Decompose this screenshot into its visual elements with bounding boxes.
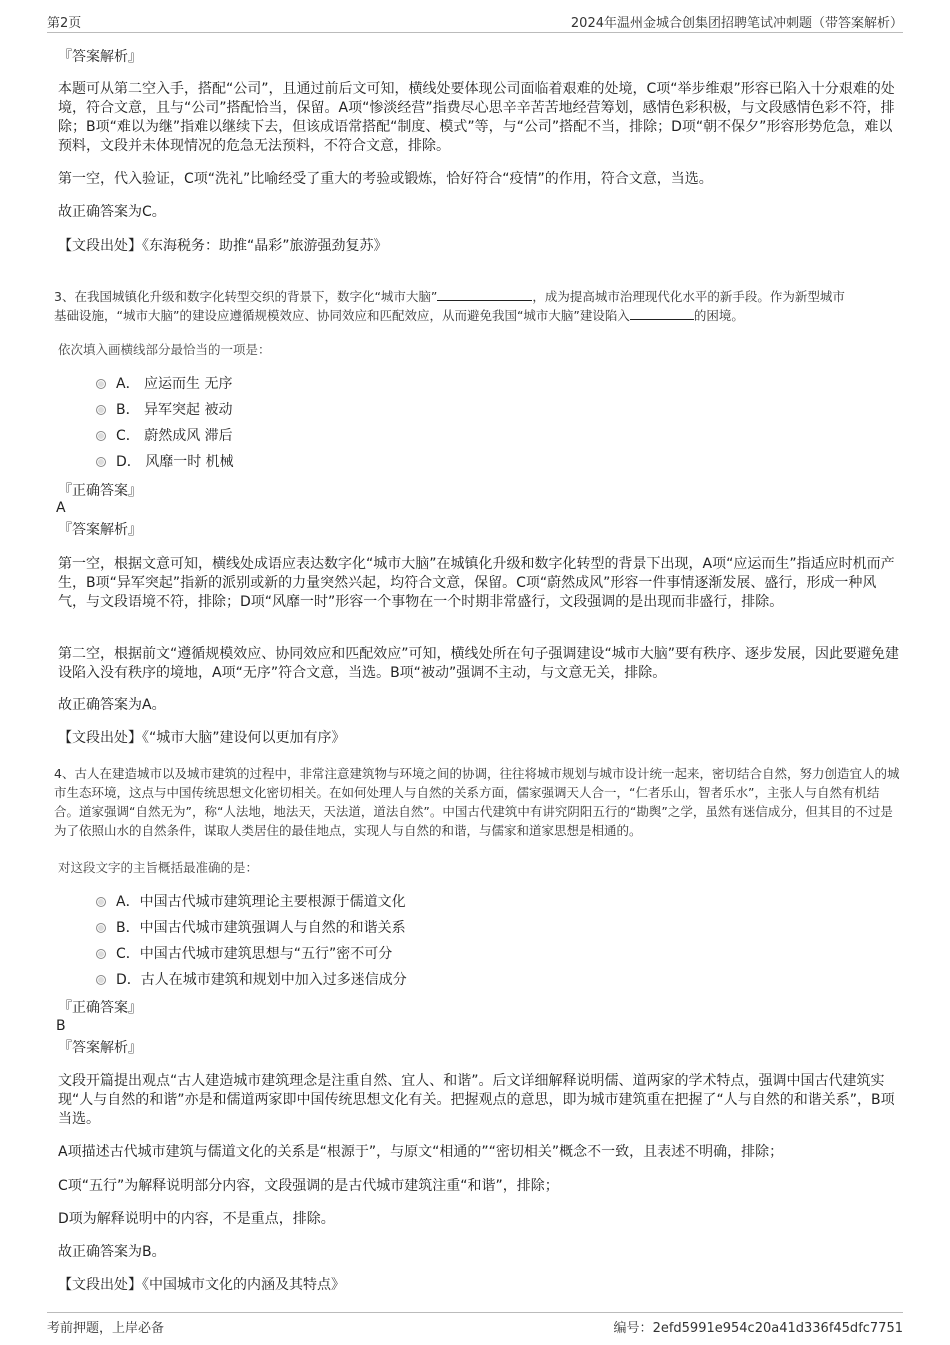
q4-analysis-paragraph-4: D项为解释说明中的内容，不是重点，排除。 xyxy=(58,1211,335,1227)
q3-blank-2 xyxy=(630,307,694,320)
q3-prompt: 依次填入画横线部分最恰当的一项是： xyxy=(58,342,271,357)
page-footer xyxy=(47,1312,903,1335)
radio-icon[interactable] xyxy=(96,975,106,985)
q3-stem: 3、在我国城镇化升级和数字化转型交织的背景下，数字化“城市大脑” ，成为提高城市治理现代化水平的新手段。作为新型城市 基础设施，“城市大脑”的建设应遵循规模效应、协同效应和匹配效应，从而避免我国“城市大脑”建设陷入 的困境。 xyxy=(54,289,845,323)
q4-option-d[interactable]: D．古人在城市建筑和规划中加入过多迷信成分 xyxy=(96,971,407,990)
q3-option-c[interactable]: C． 蔚然成风 滞后 xyxy=(96,427,233,446)
q4-option-b[interactable]: B．中国古代城市建筑强调人与自然的和谐关系 xyxy=(96,919,406,938)
radio-icon[interactable] xyxy=(96,405,106,415)
q4-analysis-paragraph-2: A项描述古代城市建筑与儒道文化的关系是“根源于”，与原文“相通的”“密切相关”概念不一致，且表述不明确，排除； xyxy=(58,1144,784,1160)
radio-icon[interactable] xyxy=(96,897,106,907)
q2-analysis-label: 『答案解析』 xyxy=(58,49,142,65)
q4-analysis-paragraph-3: C项“五行”为解释说明部分内容，文段强调的是古代城市建筑注重“和谐”，排除； xyxy=(58,1178,559,1194)
footer-slogan: 考前押题，上岸必备 xyxy=(47,1321,165,1336)
q4-option-c[interactable]: C．中国古代城市建筑思想与“五行”密不可分 xyxy=(96,945,392,964)
q2-source: 【文段出处】《东海税务：助推“晶彩”旅游强劲复苏》 xyxy=(58,238,388,254)
page-number: 第2页 xyxy=(47,16,82,31)
page-header xyxy=(47,10,903,33)
q4-correct-label: 『正确答案』 xyxy=(58,1000,142,1016)
q4-stem: 4、古人在建造城市以及城市建筑的过程中，非常注意建筑物与环境之间的协调，往往将城市规划与城市设计统一起来，密切结合自然，努力创造宜人的城市生态环境，这点与中国传统思想文化密切相关。在如何处理人与自然的关系方面，儒家强调天人合一，“仁者乐山，智者乐水”，主张人与自然有机结合。道家强调“自然无为”，称“人法地，地法天，天法道，道法自然”。中国古代建筑中有讲究阴阳五行的“勘舆”之学，虽然有迷信成分，但其目的不过是为了依照山水的自然条件，谋取人类居住的最佳地点，实现人与自然的和谐，与儒家和道家思想是相通的。 xyxy=(54,766,900,838)
q4-option-a[interactable]: A．中国古代城市建筑理论主要根源于儒道文化 xyxy=(96,893,406,912)
q2-analysis-paragraph-2: 第一空，代入验证，C项“洗礼”比喻经受了重大的考验或锻炼，恰好符合“疫情”的作用，符合文意，当选。 xyxy=(58,171,713,187)
q3-source: 【文段出处】《“城市大脑”建设何以更加有序》 xyxy=(58,730,346,746)
q4-analysis-label: 『答案解析』 xyxy=(58,1040,142,1056)
radio-icon[interactable] xyxy=(96,379,106,389)
radio-icon[interactable] xyxy=(96,923,106,933)
radio-icon[interactable] xyxy=(96,431,106,441)
radio-icon[interactable] xyxy=(96,457,106,467)
q3-correct-label: 『正确答案』 xyxy=(58,483,142,499)
radio-icon[interactable] xyxy=(96,949,106,959)
q3-analysis-paragraph-2: 第二空，根据前文“遵循规模效应、协同效应和匹配效应”可知，横线处所在句子强调建设“城市大脑”要有秩序、逐步发展，因此要避免建设陷入没有秩序的境地，A项“无序”符合文意，当选。B项“被动”强调不主动，与文意无关，排除。 xyxy=(58,646,900,681)
q2-analysis-paragraph-1: 本题可从第二空入手，搭配“公司”，且通过前后文可知，横线处要体现公司面临着艰难的处境，C项“举步维艰”形容已陷入十分艰难的处境，符合文意，且与“公司”搭配恰当，保留。A项“惨淡经营”指费尽心思辛辛苦苦地经营筹划，感情色彩积极，与文段感情色彩不符，排除；B项“难以为继”指难以继续下去，但该成语常搭配“制度、模式”等，与“公司”搭配不当，排除；D项“朝不保夕”形容形势危急，难以预料，文段并未体现情况的危急无法预料，不符合文意，排除。 xyxy=(58,81,895,154)
q3-correct-answer: A xyxy=(56,500,66,516)
q4-analysis-paragraph-1: 文段开篇提出观点“古人建造城市建筑理念是注重自然、宜人、和谐”。后文详细解释说明儒、道两家的学术特点，强调中国古代建筑实现“人与自然的和谐”亦是和儒道两家即中国传统思想文化有关。把握观点的意思，即为城市建筑重在把握了“人与自然的和谐关系”，B项当选。 xyxy=(58,1073,895,1127)
q4-prompt: 对这段文字的主旨概括最准确的是： xyxy=(58,860,259,875)
document-title: 2024年温州金城合创集团招聘笔试冲刺题（带答案解析） xyxy=(570,16,903,31)
q2-conclusion: 故正确答案为C。 xyxy=(58,204,166,220)
q3-option-b[interactable]: B． 异军突起 被动 xyxy=(96,401,233,420)
q3-analysis-paragraph-1: 第一空，根据文意可知，横线处成语应表达数字化“城市大脑”在城镇化升级和数字化转型的背景下出现，A项“应运而生”指适应时机而产生，B项“异军突起”指新的派别或新的力量突然兴起，均符合文意，保留。C项“蔚然成风”形容一件事情逐渐发展、盛行，形成一种风气，与文段语境不符，排除；D项“风靡一时”形容一个事物在一个时期非常盛行，文段强调的是出现而非盛行，排除。 xyxy=(58,556,895,610)
document-code: 编号：2efd5991e954c20a41d336f45dfc7751 xyxy=(613,1321,903,1336)
q4-source: 【文段出处】《中国城市文化的内涵及其特点》 xyxy=(58,1277,345,1293)
q3-conclusion: 故正确答案为A。 xyxy=(58,697,166,713)
q3-blank-1 xyxy=(437,288,532,301)
q4-conclusion: 故正确答案为B。 xyxy=(58,1244,166,1260)
q3-option-a[interactable]: A． 应运而生 无序 xyxy=(96,375,232,394)
q3-analysis-label: 『答案解析』 xyxy=(58,522,142,538)
q3-option-d[interactable]: D． 风靡一时 机械 xyxy=(96,453,234,472)
q4-correct-answer: B xyxy=(56,1018,66,1034)
